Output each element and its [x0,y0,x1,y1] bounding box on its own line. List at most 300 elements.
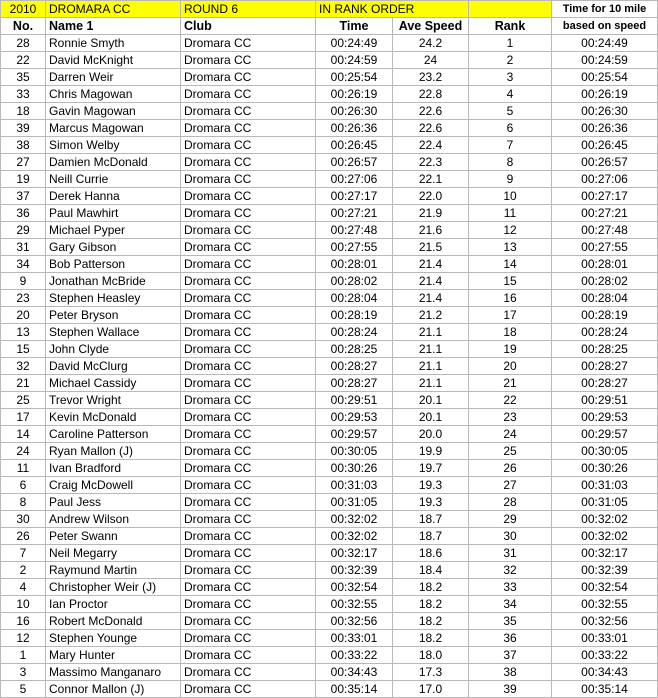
cell-speed[interactable]: 22.0 [393,188,469,205]
header-time[interactable]: Time [316,18,393,35]
cell-no[interactable]: 1 [1,647,46,664]
cell-speed[interactable]: 21.1 [393,324,469,341]
cell-time[interactable]: 00:30:05 [316,443,393,460]
cell-time-10-mile[interactable]: 00:27:17 [552,188,658,205]
cell-time[interactable]: 00:27:48 [316,222,393,239]
cell-time-10-mile[interactable]: 00:29:53 [552,409,658,426]
empty-yellow-cell[interactable] [469,1,552,18]
cell-time-10-mile[interactable]: 00:29:57 [552,426,658,443]
year-cell[interactable]: 2010 [1,1,46,18]
cell-speed[interactable]: 18.6 [393,545,469,562]
cell-club[interactable]: Dromara CC [181,205,316,222]
cell-name[interactable]: Stephen Wallace [46,324,181,341]
cell-rank[interactable]: 35 [469,613,552,630]
cell-name[interactable]: Chris Magowan [46,86,181,103]
cell-time[interactable]: 00:24:49 [316,35,393,52]
cell-rank[interactable]: 16 [469,290,552,307]
cell-name[interactable]: Michael Pyper [46,222,181,239]
cell-time[interactable]: 00:28:01 [316,256,393,273]
cell-speed[interactable]: 22.8 [393,86,469,103]
cell-rank[interactable]: 27 [469,477,552,494]
cell-name[interactable]: Stephen Younge [46,630,181,647]
cell-name[interactable]: Neil Megarry [46,545,181,562]
cell-time[interactable]: 00:24:59 [316,52,393,69]
note-line2-cell[interactable]: based on speed [552,18,658,35]
cell-time[interactable]: 00:26:30 [316,103,393,120]
cell-club[interactable]: Dromara CC [181,358,316,375]
cell-name[interactable]: Raymund Martin [46,562,181,579]
cell-time[interactable]: 00:32:54 [316,579,393,596]
cell-no[interactable]: 4 [1,579,46,596]
cell-time-10-mile[interactable]: 00:32:17 [552,545,658,562]
cell-time[interactable]: 00:28:25 [316,341,393,358]
cell-rank[interactable]: 23 [469,409,552,426]
cell-speed[interactable]: 18.4 [393,562,469,579]
cell-rank[interactable]: 20 [469,358,552,375]
cell-speed[interactable]: 21.5 [393,239,469,256]
header-name[interactable]: Name 1 [46,18,181,35]
cell-no[interactable]: 8 [1,494,46,511]
cell-no[interactable]: 19 [1,171,46,188]
cell-club[interactable]: Dromara CC [181,613,316,630]
cell-speed[interactable]: 19.3 [393,494,469,511]
table-row [1,409,658,426]
cell-no[interactable]: 20 [1,307,46,324]
cell-name[interactable]: Marcus Magowan [46,120,181,137]
cell-club[interactable]: Dromara CC [181,69,316,86]
cell-name[interactable]: Ronnie Smyth [46,35,181,52]
cell-club[interactable]: Dromara CC [181,256,316,273]
cell-name[interactable]: David McClurg [46,358,181,375]
cell-time[interactable]: 00:26:57 [316,154,393,171]
table-row [1,511,658,528]
cell-no[interactable]: 13 [1,324,46,341]
cell-club[interactable]: Dromara CC [181,171,316,188]
table-row [1,545,658,562]
cell-no[interactable]: 33 [1,86,46,103]
cell-time[interactable]: 00:28:27 [316,358,393,375]
cell-club[interactable]: Dromara CC [181,52,316,69]
cell-rank[interactable]: 9 [469,171,552,188]
cell-rank[interactable]: 39 [469,681,552,698]
cell-club[interactable]: Dromara CC [181,273,316,290]
cell-name[interactable]: Trevor Wright [46,392,181,409]
cell-speed[interactable]: 22.3 [393,154,469,171]
cell-rank[interactable]: 24 [469,426,552,443]
cell-speed[interactable]: 19.3 [393,477,469,494]
cell-rank[interactable]: 5 [469,103,552,120]
cell-rank[interactable]: 6 [469,120,552,137]
cell-speed[interactable]: 22.4 [393,137,469,154]
cell-speed[interactable]: 18.7 [393,511,469,528]
cell-club[interactable]: Dromara CC [181,154,316,171]
cell-time-10-mile[interactable]: 00:32:02 [552,511,658,528]
cell-club[interactable]: Dromara CC [181,664,316,681]
cell-speed[interactable]: 21.9 [393,205,469,222]
cell-name[interactable]: Damien McDonald [46,154,181,171]
cell-no[interactable]: 7 [1,545,46,562]
cell-name[interactable]: Gavin Magowan [46,103,181,120]
cell-speed[interactable]: 22.6 [393,120,469,137]
cell-time[interactable]: 00:32:39 [316,562,393,579]
header-speed[interactable]: Ave Speed [393,18,469,35]
table-row [1,324,658,341]
cell-name[interactable]: Kevin McDonald [46,409,181,426]
cell-time-10-mile[interactable]: 00:26:30 [552,103,658,120]
cell-no[interactable]: 29 [1,222,46,239]
cell-speed[interactable]: 23.2 [393,69,469,86]
cell-no[interactable]: 37 [1,188,46,205]
cell-time[interactable]: 00:25:54 [316,69,393,86]
cell-time[interactable]: 00:26:19 [316,86,393,103]
cell-no[interactable]: 21 [1,375,46,392]
cell-time[interactable]: 00:31:05 [316,494,393,511]
cell-no[interactable]: 27 [1,154,46,171]
table-row [1,392,658,409]
cell-no[interactable]: 5 [1,681,46,698]
cell-rank[interactable]: 1 [469,35,552,52]
cell-speed[interactable]: 21.4 [393,273,469,290]
cell-club[interactable]: Dromara CC [181,443,316,460]
cell-name[interactable]: Michael Cassidy [46,375,181,392]
cell-name[interactable]: Ivan Bradford [46,460,181,477]
cell-time-10-mile[interactable]: 00:24:59 [552,52,658,69]
cell-club[interactable]: Dromara CC [181,290,316,307]
cell-name[interactable]: Paul Jess [46,494,181,511]
cell-no[interactable]: 38 [1,137,46,154]
cell-no[interactable]: 34 [1,256,46,273]
cell-speed[interactable]: 18.7 [393,528,469,545]
cell-name[interactable]: Connor Mallon (J) [46,681,181,698]
cell-time-10-mile[interactable]: 00:31:03 [552,477,658,494]
cell-rank[interactable]: 7 [469,137,552,154]
cell-time[interactable]: 00:34:43 [316,664,393,681]
cell-name[interactable]: David McKnight [46,52,181,69]
cell-time-10-mile[interactable]: 00:27:21 [552,205,658,222]
cell-name[interactable]: Andrew Wilson [46,511,181,528]
cell-time-10-mile[interactable]: 00:32:56 [552,613,658,630]
cell-club[interactable]: Dromara CC [181,409,316,426]
cell-time-10-mile[interactable]: 00:25:54 [552,69,658,86]
cell-club[interactable]: Dromara CC [181,562,316,579]
cell-speed[interactable]: 21.1 [393,358,469,375]
cell-time-10-mile[interactable]: 00:24:49 [552,35,658,52]
cell-no[interactable]: 9 [1,273,46,290]
cell-time[interactable]: 00:28:04 [316,290,393,307]
cell-no[interactable]: 17 [1,409,46,426]
cell-rank[interactable]: 8 [469,154,552,171]
table-row [1,443,658,460]
cell-time-10-mile[interactable]: 00:28:24 [552,324,658,341]
cell-rank[interactable]: 34 [469,596,552,613]
cell-name[interactable]: Robert McDonald [46,613,181,630]
header-no[interactable]: No. [1,18,46,35]
cell-club[interactable]: Dromara CC [181,579,316,596]
cell-club[interactable]: Dromara CC [181,426,316,443]
cell-speed[interactable]: 20.0 [393,426,469,443]
cell-no[interactable]: 26 [1,528,46,545]
cell-rank[interactable]: 14 [469,256,552,273]
cell-speed[interactable]: 21.1 [393,341,469,358]
cell-time-10-mile[interactable]: 00:35:14 [552,681,658,698]
round-cell[interactable]: ROUND 6 [181,1,316,18]
cell-club[interactable]: Dromara CC [181,511,316,528]
cell-no[interactable]: 39 [1,120,46,137]
cell-speed[interactable]: 21.1 [393,375,469,392]
cell-time-10-mile[interactable]: 00:26:45 [552,137,658,154]
order-cell[interactable]: IN RANK ORDER [316,1,469,18]
cell-club[interactable]: Dromara CC [181,460,316,477]
cell-time-10-mile[interactable]: 00:32:02 [552,528,658,545]
cell-no[interactable]: 12 [1,630,46,647]
cell-name[interactable]: Ryan Mallon (J) [46,443,181,460]
cell-no[interactable]: 25 [1,392,46,409]
cell-speed[interactable]: 17.3 [393,664,469,681]
cell-time[interactable]: 00:30:26 [316,460,393,477]
cell-rank[interactable]: 15 [469,273,552,290]
cell-name[interactable]: John Clyde [46,341,181,358]
cell-rank[interactable]: 29 [469,511,552,528]
cell-speed[interactable]: 17.0 [393,681,469,698]
cell-speed[interactable]: 21.4 [393,290,469,307]
cell-time-10-mile[interactable]: 00:28:25 [552,341,658,358]
cell-speed[interactable]: 21.6 [393,222,469,239]
cell-time-10-mile[interactable]: 00:32:39 [552,562,658,579]
cell-rank[interactable]: 26 [469,460,552,477]
cell-club[interactable]: Dromara CC [181,86,316,103]
cell-club[interactable]: Dromara CC [181,103,316,120]
cell-rank[interactable]: 36 [469,630,552,647]
cell-club[interactable]: Dromara CC [181,307,316,324]
cell-club[interactable]: Dromara CC [181,35,316,52]
cell-time-10-mile[interactable]: 00:28:27 [552,358,658,375]
cell-no[interactable]: 3 [1,664,46,681]
table-row [1,35,658,52]
cell-time[interactable]: 00:29:53 [316,409,393,426]
table-row [1,273,658,290]
cell-time[interactable]: 00:29:57 [316,426,393,443]
cell-club[interactable]: Dromara CC [181,596,316,613]
cell-club[interactable]: Dromara CC [181,528,316,545]
cell-rank[interactable]: 30 [469,528,552,545]
cell-time[interactable]: 00:31:03 [316,477,393,494]
cell-club[interactable]: Dromara CC [181,545,316,562]
cell-rank[interactable]: 13 [469,239,552,256]
cell-speed[interactable]: 20.1 [393,409,469,426]
cell-name[interactable]: Derek Hanna [46,188,181,205]
cell-name[interactable]: Peter Swann [46,528,181,545]
cell-club[interactable]: Dromara CC [181,681,316,698]
cell-club[interactable]: Dromara CC [181,392,316,409]
cell-club[interactable]: Dromara CC [181,375,316,392]
cell-time-10-mile[interactable]: 00:26:19 [552,86,658,103]
cell-speed[interactable]: 18.2 [393,613,469,630]
cell-rank[interactable]: 12 [469,222,552,239]
cell-name[interactable]: Jonathan McBride [46,273,181,290]
cell-no[interactable]: 32 [1,358,46,375]
cell-speed[interactable]: 22.1 [393,171,469,188]
cell-rank[interactable]: 28 [469,494,552,511]
cell-speed[interactable]: 24.2 [393,35,469,52]
cell-rank[interactable]: 33 [469,579,552,596]
cell-time-10-mile[interactable]: 00:28:19 [552,307,658,324]
cell-rank[interactable]: 19 [469,341,552,358]
cell-rank[interactable]: 38 [469,664,552,681]
cell-time[interactable]: 00:33:01 [316,630,393,647]
cell-no[interactable]: 15 [1,341,46,358]
cell-no[interactable]: 18 [1,103,46,120]
cell-time[interactable]: 00:26:45 [316,137,393,154]
cell-time[interactable]: 00:27:06 [316,171,393,188]
cell-speed[interactable]: 18.2 [393,596,469,613]
cell-rank[interactable]: 32 [469,562,552,579]
cell-time-10-mile[interactable]: 00:33:22 [552,647,658,664]
cell-speed[interactable]: 24 [393,52,469,69]
cell-time-10-mile[interactable]: 00:28:02 [552,273,658,290]
cell-no[interactable]: 30 [1,511,46,528]
cell-time[interactable]: 00:32:02 [316,511,393,528]
cell-no[interactable]: 14 [1,426,46,443]
cell-time-10-mile[interactable]: 00:26:36 [552,120,658,137]
cell-club[interactable]: Dromara CC [181,494,316,511]
cell-name[interactable]: Bob Patterson [46,256,181,273]
cell-no[interactable]: 36 [1,205,46,222]
table-row [1,222,658,239]
cell-speed[interactable]: 19.7 [393,460,469,477]
cell-time[interactable]: 00:33:22 [316,647,393,664]
cell-time-10-mile[interactable]: 00:32:55 [552,596,658,613]
cell-name[interactable]: Caroline Patterson [46,426,181,443]
cell-rank[interactable]: 10 [469,188,552,205]
cell-time-10-mile[interactable]: 00:34:43 [552,664,658,681]
header-rank[interactable]: Rank [469,18,552,35]
cell-club[interactable]: Dromara CC [181,647,316,664]
cell-time-10-mile[interactable]: 00:28:04 [552,290,658,307]
cell-time[interactable]: 00:27:55 [316,239,393,256]
cell-no[interactable]: 22 [1,52,46,69]
cell-name[interactable]: Darren Weir [46,69,181,86]
cell-no[interactable]: 35 [1,69,46,86]
cell-name[interactable]: Peter Bryson [46,307,181,324]
cell-club[interactable]: Dromara CC [181,188,316,205]
cell-time[interactable]: 00:27:17 [316,188,393,205]
cell-time[interactable]: 00:26:36 [316,120,393,137]
cell-time-10-mile[interactable]: 00:28:27 [552,375,658,392]
cell-name[interactable]: Gary Gibson [46,239,181,256]
cell-club[interactable]: Dromara CC [181,341,316,358]
cell-time-10-mile[interactable]: 00:26:57 [552,154,658,171]
cell-time[interactable]: 00:29:51 [316,392,393,409]
cell-rank[interactable]: 11 [469,205,552,222]
cell-time-10-mile[interactable]: 00:33:01 [552,630,658,647]
header-club[interactable]: Club [181,18,316,35]
cell-speed[interactable]: 18.0 [393,647,469,664]
cell-rank[interactable]: 2 [469,52,552,69]
cell-time[interactable]: 00:35:14 [316,681,393,698]
cell-name[interactable]: Neill Currie [46,171,181,188]
cell-no[interactable]: 23 [1,290,46,307]
cell-time[interactable]: 00:32:55 [316,596,393,613]
cell-time-10-mile[interactable]: 00:30:05 [552,443,658,460]
cell-time[interactable]: 00:28:19 [316,307,393,324]
cell-name[interactable]: Christopher Weir (J) [46,579,181,596]
cell-no[interactable]: 6 [1,477,46,494]
cell-time[interactable]: 00:32:02 [316,528,393,545]
cell-rank[interactable]: 18 [469,324,552,341]
cell-time-10-mile[interactable]: 00:32:54 [552,579,658,596]
cell-no[interactable]: 28 [1,35,46,52]
cell-rank[interactable]: 37 [469,647,552,664]
table-row [1,562,658,579]
table-row [1,647,658,664]
cell-speed[interactable]: 18.2 [393,579,469,596]
table-row [1,613,658,630]
cell-no[interactable]: 31 [1,239,46,256]
cell-no[interactable]: 11 [1,460,46,477]
cell-time-10-mile[interactable]: 00:31:05 [552,494,658,511]
cell-name[interactable]: Ian Proctor [46,596,181,613]
cell-speed[interactable]: 19.9 [393,443,469,460]
cell-name[interactable]: Paul Mawhirt [46,205,181,222]
cell-time[interactable]: 00:28:02 [316,273,393,290]
cell-time-10-mile[interactable]: 00:27:06 [552,171,658,188]
cell-time-10-mile[interactable]: 00:28:01 [552,256,658,273]
cell-time[interactable]: 00:28:24 [316,324,393,341]
cell-rank[interactable]: 3 [469,69,552,86]
cell-speed[interactable]: 18.2 [393,630,469,647]
table-row [1,256,658,273]
cell-club[interactable]: Dromara CC [181,137,316,154]
cell-club[interactable]: Dromara CC [181,222,316,239]
cell-time[interactable]: 00:27:21 [316,205,393,222]
cell-club[interactable]: Dromara CC [181,239,316,256]
cell-time-10-mile[interactable]: 00:27:55 [552,239,658,256]
cell-rank[interactable]: 25 [469,443,552,460]
cell-club[interactable]: Dromara CC [181,324,316,341]
cell-no[interactable]: 10 [1,596,46,613]
cell-time-10-mile[interactable]: 00:27:48 [552,222,658,239]
cell-club[interactable]: Dromara CC [181,477,316,494]
club-title-cell[interactable]: DROMARA CC [46,1,181,18]
cell-no[interactable]: 16 [1,613,46,630]
cell-speed[interactable]: 20.1 [393,392,469,409]
note-line1-cell[interactable]: Time for 10 mile [552,1,658,18]
cell-speed[interactable]: 21.2 [393,307,469,324]
cell-time[interactable]: 00:32:56 [316,613,393,630]
cell-no[interactable]: 24 [1,443,46,460]
cell-time-10-mile[interactable]: 00:30:26 [552,460,658,477]
cell-club[interactable]: Dromara CC [181,120,316,137]
cell-name[interactable]: Simon Welby [46,137,181,154]
cell-rank[interactable]: 21 [469,375,552,392]
table-row [1,375,658,392]
cell-no[interactable]: 2 [1,562,46,579]
cell-name[interactable]: Massimo Manganaro [46,664,181,681]
cell-name[interactable]: Craig McDowell [46,477,181,494]
cell-rank[interactable]: 22 [469,392,552,409]
cell-rank[interactable]: 17 [469,307,552,324]
cell-speed[interactable]: 21.4 [393,256,469,273]
cell-time[interactable]: 00:32:17 [316,545,393,562]
cell-rank[interactable]: 4 [469,86,552,103]
cell-name[interactable]: Mary Hunter [46,647,181,664]
cell-time[interactable]: 00:28:27 [316,375,393,392]
cell-time-10-mile[interactable]: 00:29:51 [552,392,658,409]
cell-rank[interactable]: 31 [469,545,552,562]
cell-club[interactable]: Dromara CC [181,630,316,647]
cell-speed[interactable]: 22.6 [393,103,469,120]
cell-name[interactable]: Stephen Heasley [46,290,181,307]
